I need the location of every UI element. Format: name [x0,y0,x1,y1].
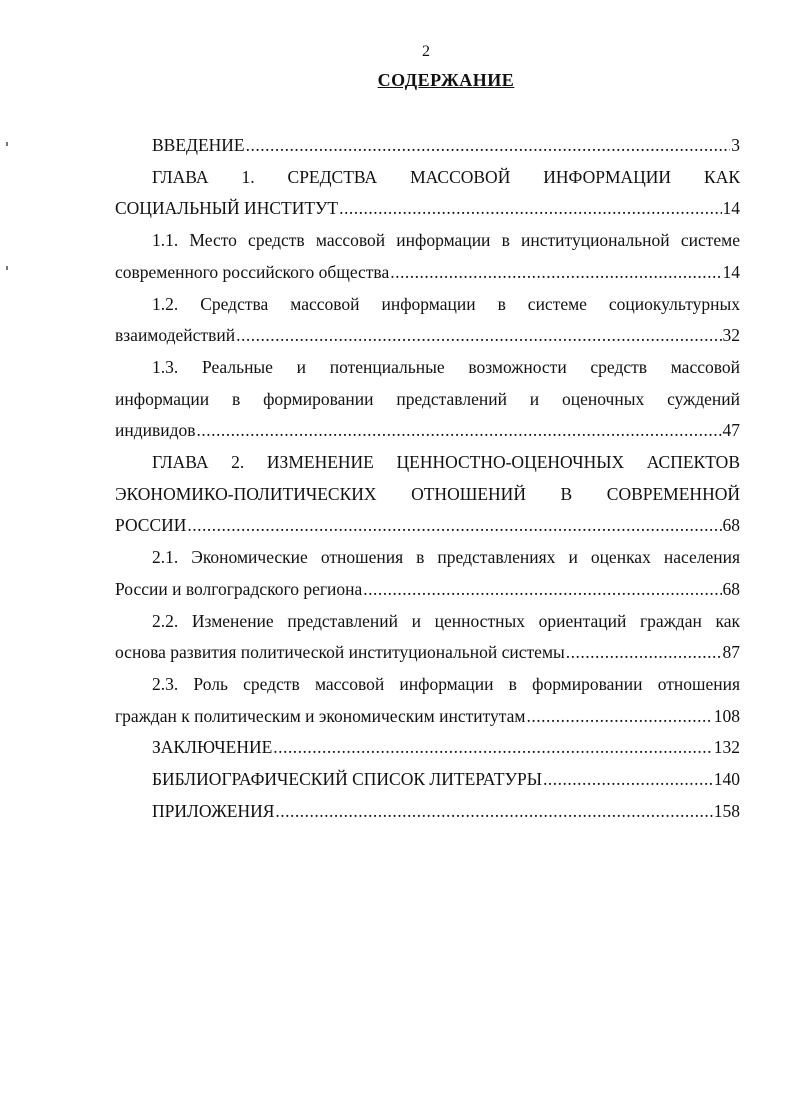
toc-page-number: 14 [722,198,740,219]
toc-entry-section-2-2[interactable] [115,606,740,669]
toc-entry-title-line: ГЛАВА 1. СРЕДСТВА МАССОВОЙ ИНФОРМАЦИИ КАК [152,166,740,187]
toc-entry-appendices[interactable] [115,796,740,828]
dot-leader [390,257,721,289]
toc-entry-bibliography[interactable] [115,764,740,796]
table-of-contents [115,130,740,827]
page-number: 2 [422,43,430,60]
dot-leader [246,130,731,162]
toc-entry-title-line: 1.2. Средства массовой информации в системе социокультурных [152,293,740,314]
toc-page-number: 14 [722,261,740,282]
dot-leader [543,764,713,796]
toc-entry-section-1-3[interactable] [115,352,740,447]
dot-leader [363,574,721,606]
scan-mark [6,266,8,270]
toc-page-number: 140 [713,769,740,790]
dot-leader [526,701,712,733]
toc-page-number: 108 [713,705,740,726]
toc-entry-title-last: СОЦИАЛЬНЫЙ ИНСТИТУТ [115,198,339,219]
dot-leader [566,637,722,669]
toc-entry-title-line: 2.2. Изменение представлений и ценностных ориентаций граждан как [152,610,740,631]
toc-page-number: 158 [713,800,740,821]
dot-leader [197,415,722,447]
toc-entry-conclusion[interactable] [115,732,740,764]
toc-entry-title-last: граждан к политическим и экономическим институтам [115,705,526,726]
toc-entry-title-line: ЭКОНОМИКО-ПОЛИТИЧЕСКИХ ОТНОШЕНИЙ В СОВРЕМЕННОЙ [115,483,740,504]
toc-page-number: 47 [722,420,740,441]
toc-page-number: 3 [731,135,740,155]
toc-entry-title: ПРИЛОЖЕНИЯ [152,800,275,821]
toc-entry-title-last: России и волгоградского региона [115,578,363,599]
toc-entry-title-last: взаимодействий [115,325,236,346]
toc-entry-section-2-3[interactable] [115,669,740,732]
toc-page-number: 87 [722,642,740,663]
toc-entry-title-line: 1.1. Место средств массовой информации в институциональной системе [152,230,740,251]
toc-entry-title-line: 1.3. Реальные и потенциальные возможности средств массовой [152,356,740,377]
toc-entry-title-line: ГЛАВА 2. ИЗМЕНЕНИЕ ЦЕННОСТНО-ОЦЕНОЧНЫХ АСПЕКТОВ [152,452,740,473]
toc-page-number: 132 [713,737,740,758]
toc-entry-section-1-2[interactable] [115,289,740,352]
toc-entry-title-last: РОССИИ [115,515,187,536]
toc-entry-chapter-2[interactable] [115,447,740,542]
toc-entry-title-line: 2.1. Экономические отношения в представлениях и оценках населения [152,547,740,568]
toc-entry-title: ВВЕДЕНИЕ [152,135,245,155]
toc-entry-title-line: 2.3. Роль средств массовой информации в формировании отношения [152,673,740,694]
dot-leader [236,320,721,352]
toc-entry-chapter-1[interactable] [115,162,740,225]
toc-entry-introduction[interactable] [115,130,740,162]
page-title: СОДЕРЖАНИЕ [377,70,515,90]
toc-entry-title: БИБЛИОГРАФИЧЕСКИЙ СПИСОК ЛИТЕРАТУРЫ [152,769,542,790]
toc-page-number: 68 [722,578,740,599]
toc-entry-section-2-1[interactable] [115,542,740,605]
toc-entry-title-last: индивидов [115,420,196,441]
toc-entry-title: ЗАКЛЮЧЕНИЕ [152,737,273,758]
toc-entry-title-line: информации в формировании представлений и оценочных суждений [115,388,740,409]
toc-page-number: 68 [722,515,740,536]
dot-leader [273,732,712,764]
toc-entry-title-last: основа развития политической институциональной системы [115,642,565,663]
dot-leader [275,796,712,828]
scan-mark [6,142,8,146]
toc-page-number: 32 [722,325,740,346]
dot-leader [339,193,721,225]
toc-entry-section-1-1[interactable] [115,225,740,288]
dot-leader [187,510,721,542]
toc-entry-title-last: современного российского общества [115,261,390,282]
